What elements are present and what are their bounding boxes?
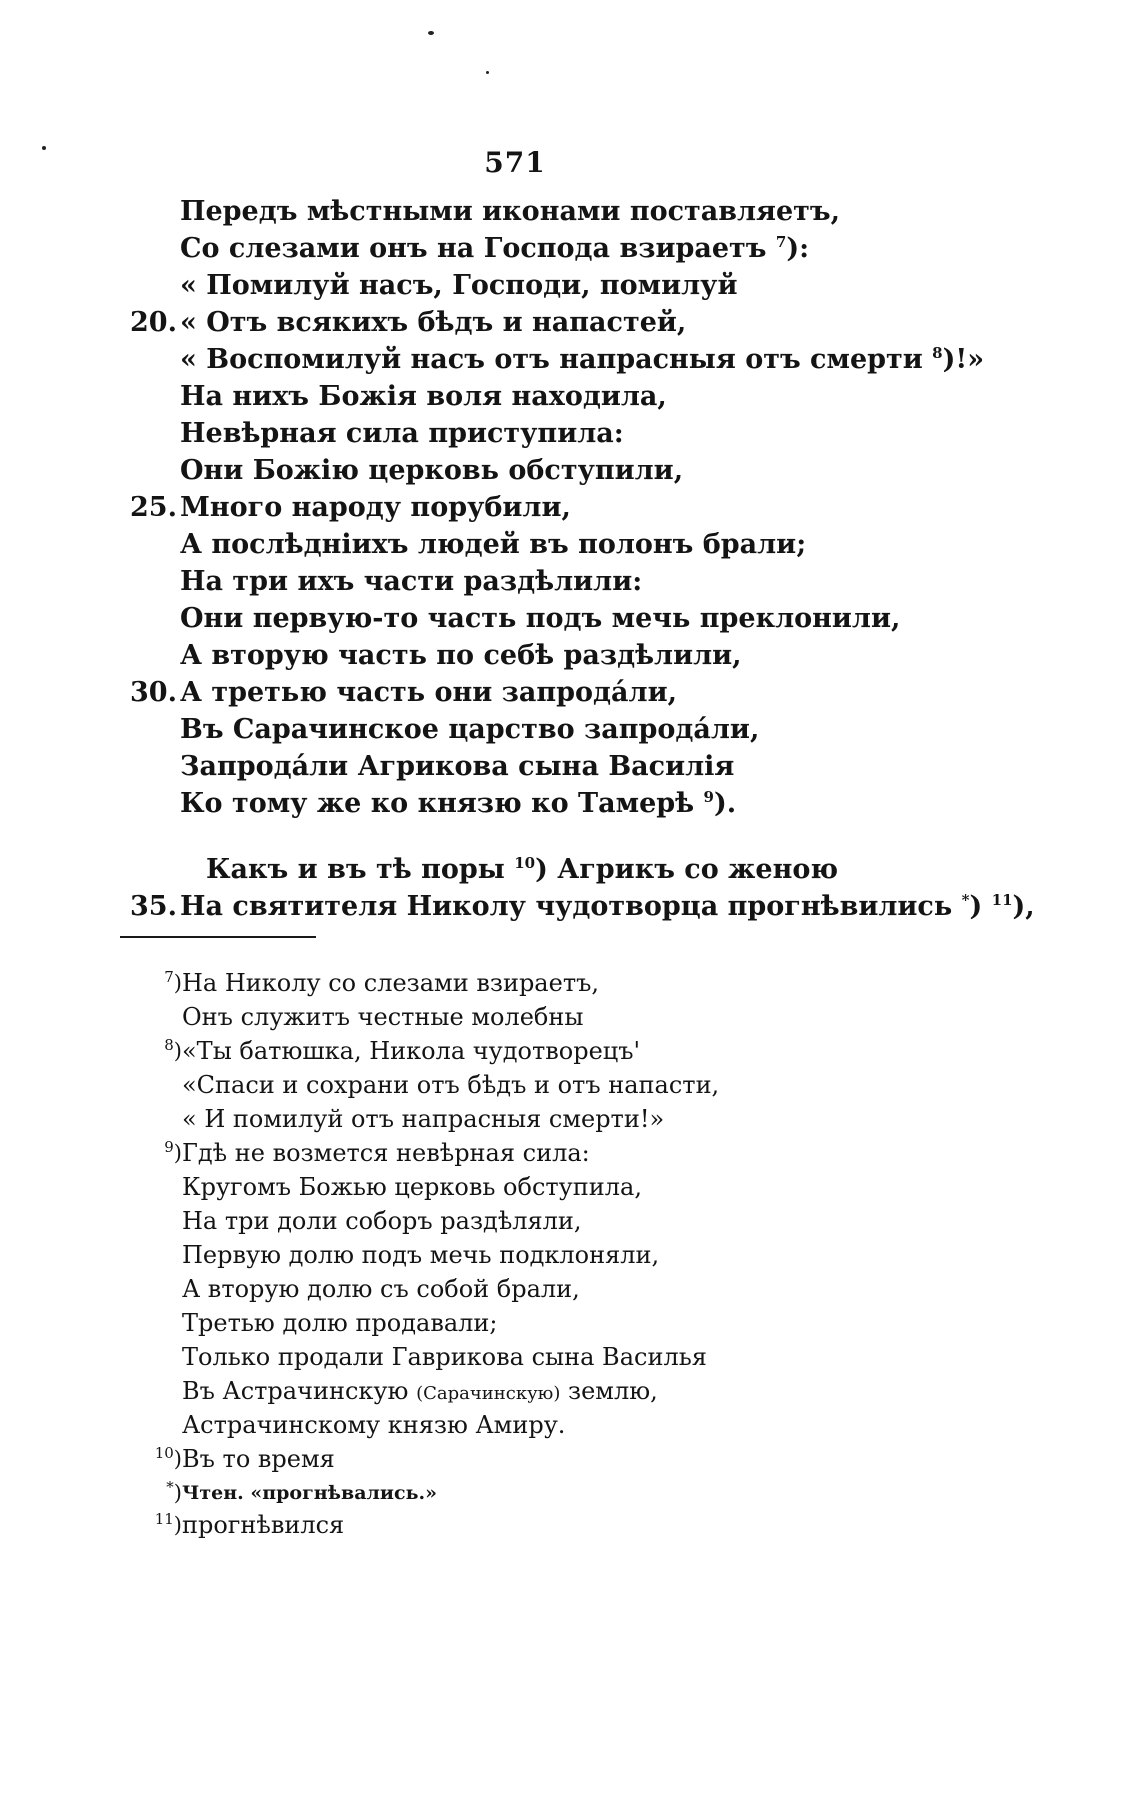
verse-text xyxy=(206,851,838,888)
footnote-line xyxy=(0,1204,1140,1238)
verse-text xyxy=(180,452,683,489)
verse-text-tail: )!» xyxy=(942,344,985,375)
verse-text xyxy=(180,637,742,674)
footnote-text-main: Только продали Гаврикова сына Василья xyxy=(182,1343,707,1371)
footnote-text-tail: землю, xyxy=(560,1377,658,1405)
verse-line xyxy=(0,711,1140,748)
footnote-line xyxy=(0,1442,1140,1476)
verse-text xyxy=(180,600,900,637)
verse-text-tail: ) xyxy=(969,891,983,922)
footnote-ref: 11 xyxy=(991,891,1013,909)
verse-text-main: Передъ мѣстными иконами поставляетъ, xyxy=(180,196,841,227)
verse-text-main: Какъ и въ тѣ поры xyxy=(206,854,505,885)
footnote-line xyxy=(0,1000,1140,1034)
ink-speck xyxy=(486,71,489,74)
verse-line xyxy=(0,526,1140,563)
footnote-marker-number: 7 xyxy=(164,968,174,986)
verse-text-tail: ): xyxy=(786,233,810,264)
verse-text-main: Невѣрная сила приступила: xyxy=(180,418,624,449)
footnote-text-main: А вторую долю съ собой брали, xyxy=(182,1275,580,1303)
verse-text xyxy=(180,304,686,341)
footnote-marker: *) xyxy=(166,1478,182,1505)
verse-text xyxy=(180,674,677,711)
footnote-marker-number: 11 xyxy=(154,1510,174,1528)
footnote-text xyxy=(182,1136,590,1170)
verse-text-main: А вторую часть по себѣ раздѣлили, xyxy=(180,640,742,671)
footnote-text-main: Гдѣ не возмется невѣрная сила: xyxy=(182,1139,590,1167)
verse-text-main: А послѣднiихъ людей въ полонъ брали; xyxy=(180,529,807,560)
footnote-line xyxy=(0,1272,1140,1306)
footnote-text xyxy=(182,1000,583,1034)
footnote-text-main: « И помилуй отъ напрасныя смерти!» xyxy=(182,1105,665,1133)
verse-line xyxy=(0,637,1140,674)
footnote-line xyxy=(0,1340,1140,1374)
footnote-text xyxy=(182,1204,582,1238)
ink-speck xyxy=(428,31,434,35)
verse-line xyxy=(0,452,1140,489)
footnote-text-main: Чтен. «прогнѣвались.» xyxy=(182,1482,437,1504)
footnote-text-main: Въ Астрачинскую xyxy=(182,1377,409,1405)
verse-line xyxy=(0,674,1140,711)
verse-line xyxy=(0,489,1140,526)
footnote-text-main: На Николу со слезами взираетъ, xyxy=(182,969,599,997)
verse-text-main: На три ихъ части раздѣлили: xyxy=(180,566,643,597)
footnote-text xyxy=(182,1272,580,1306)
footnote-text xyxy=(182,1034,640,1068)
verse-block xyxy=(0,193,1140,925)
footnote-text-main: Третью долю продавали; xyxy=(182,1309,498,1337)
footnote-line xyxy=(0,1476,1140,1508)
verse-text xyxy=(180,563,642,600)
verse-text-main: Они первую-то часть подъ мечь преклонили, xyxy=(180,603,901,634)
footnote-text xyxy=(182,1508,344,1542)
footnote-text-main: Въ то время xyxy=(182,1445,335,1473)
verse-text-main: « Воспомилуй насъ отъ напрасныя отъ смерти xyxy=(180,344,923,375)
footnote-text-main: «Спаси и сохрани отъ бѣдъ и отъ напасти, xyxy=(182,1071,720,1099)
verse-text xyxy=(180,489,571,526)
verse-line xyxy=(0,600,1140,637)
stanza-gap xyxy=(0,822,1140,851)
footnotes-block xyxy=(0,966,1140,1542)
verse-line xyxy=(0,888,1140,925)
footnote-marker: $^{11}$) xyxy=(154,1510,182,1537)
verse-text xyxy=(180,711,759,748)
footnote-marker: $^9$) xyxy=(164,1138,182,1165)
footnote-text xyxy=(182,1374,658,1411)
verse-line xyxy=(0,193,1140,230)
footnote-line xyxy=(0,1170,1140,1204)
footnote-text-main: прогнѣвился xyxy=(182,1511,345,1539)
verse-text-tail: ), xyxy=(1012,891,1035,922)
verse-text-main: На нихъ Божія воля находила, xyxy=(180,381,667,412)
footnote-text xyxy=(182,1340,707,1374)
footnote-line xyxy=(0,1102,1140,1136)
footnote-text-main: Кругомъ Божью церковь обступила, xyxy=(182,1173,642,1201)
verse-text-tail: ) Агрикъ со женою xyxy=(535,854,839,885)
footnote-text xyxy=(182,1306,497,1340)
footnote-ref: 10 xyxy=(514,854,536,872)
footnote-line xyxy=(0,1508,1140,1542)
footnote-text xyxy=(182,1408,565,1442)
ink-speck xyxy=(42,146,46,150)
footnote-text xyxy=(182,1238,659,1272)
verse-text xyxy=(180,526,806,563)
footnote-marker-number: 8 xyxy=(164,1036,174,1054)
verse-text-main: Они Божію церковь обступили, xyxy=(180,455,684,486)
footnote-text xyxy=(182,1170,642,1204)
verse-text xyxy=(180,341,984,378)
footnote-text xyxy=(182,1476,437,1510)
line-number: 25. xyxy=(130,492,177,523)
footnote-line xyxy=(0,1136,1140,1170)
verse-text xyxy=(180,888,1035,925)
footnote-marker-number: 9 xyxy=(164,1138,174,1156)
footnote-separator-rule xyxy=(120,936,316,938)
verse-line xyxy=(0,851,1140,888)
footnote-line xyxy=(0,1306,1140,1340)
footnote-line xyxy=(0,966,1140,1000)
footnote-ref: 8 xyxy=(932,344,943,362)
verse-text-main: Запродáли Агрикова сына Василія xyxy=(180,751,735,782)
footnote-line xyxy=(0,1238,1140,1272)
verse-line xyxy=(0,304,1140,341)
footnote-ref: * xyxy=(961,891,970,909)
footnote-ref: 7 xyxy=(775,233,787,251)
footnote-text-main: На три доли соборъ раздѣляли, xyxy=(182,1207,582,1235)
verse-text-main: А третью часть они запродáли, xyxy=(180,677,677,708)
footnote-text xyxy=(182,966,599,1000)
verse-text xyxy=(180,415,624,452)
footnote-line xyxy=(0,1408,1140,1442)
verse-text-main: Со слезами онъ на Господа взираетъ xyxy=(180,233,767,264)
footnote-line xyxy=(0,1374,1140,1408)
line-number: 30. xyxy=(130,677,177,708)
verse-text-main: Много народу порубили, xyxy=(180,492,571,523)
page-number: 571 xyxy=(484,146,546,179)
verse-text xyxy=(180,267,738,304)
footnote-text xyxy=(182,1068,719,1102)
verse-text-main: « Отъ всякихъ бѣдъ и напастей, xyxy=(180,307,687,338)
verse-text xyxy=(180,785,736,822)
verse-text-main: « Помилуй насъ, Господи, помилуй xyxy=(180,270,738,301)
line-number: 35. xyxy=(130,891,177,922)
verse-text xyxy=(180,378,667,415)
verse-line xyxy=(0,748,1140,785)
footnote-text xyxy=(182,1102,664,1136)
footnote-marker: $^{10}$) xyxy=(154,1444,182,1471)
footnote-ref: 9 xyxy=(703,788,714,806)
footnote-text xyxy=(182,1442,335,1476)
footnote-marker-number: * xyxy=(166,1478,174,1496)
footnote-line xyxy=(0,1034,1140,1068)
verse-text-tail: ). xyxy=(713,788,737,819)
line-number: 20. xyxy=(130,307,177,338)
verse-line xyxy=(0,230,1140,267)
verse-text-main: Ко тому же ко князю ко Тамерѣ xyxy=(180,788,695,819)
footnote-text-main: «Ты батюшка, Никола чудотворецъ' xyxy=(182,1037,641,1065)
verse-line xyxy=(0,415,1140,452)
footnote-text-main: Астрачинскому князю Амиру. xyxy=(182,1411,566,1439)
footnote-marker: $^8$) xyxy=(164,1036,182,1063)
verse-line xyxy=(0,563,1140,600)
verse-line xyxy=(0,378,1140,415)
verse-line xyxy=(0,785,1140,822)
footnote-text-main: Онъ служитъ честные молебны xyxy=(182,1003,584,1031)
verse-line xyxy=(0,341,1140,378)
verse-line xyxy=(0,267,1140,304)
footnote-parenthetical: (Сарачинскую) xyxy=(416,1383,561,1404)
verse-text xyxy=(180,230,809,267)
verse-text xyxy=(180,193,840,230)
footnote-text-main: Первую долю подъ мечь подклоняли, xyxy=(182,1241,660,1269)
verse-text-main: На святителя Николу чудотворца прогнѣвились xyxy=(180,891,953,922)
footnote-line xyxy=(0,1068,1140,1102)
footnote-marker-number: 10 xyxy=(154,1444,174,1462)
verse-text xyxy=(180,748,734,785)
footnote-marker: $^7$) xyxy=(164,968,182,995)
verse-text-main: Въ Сарачинское царство запродáли, xyxy=(180,714,760,745)
